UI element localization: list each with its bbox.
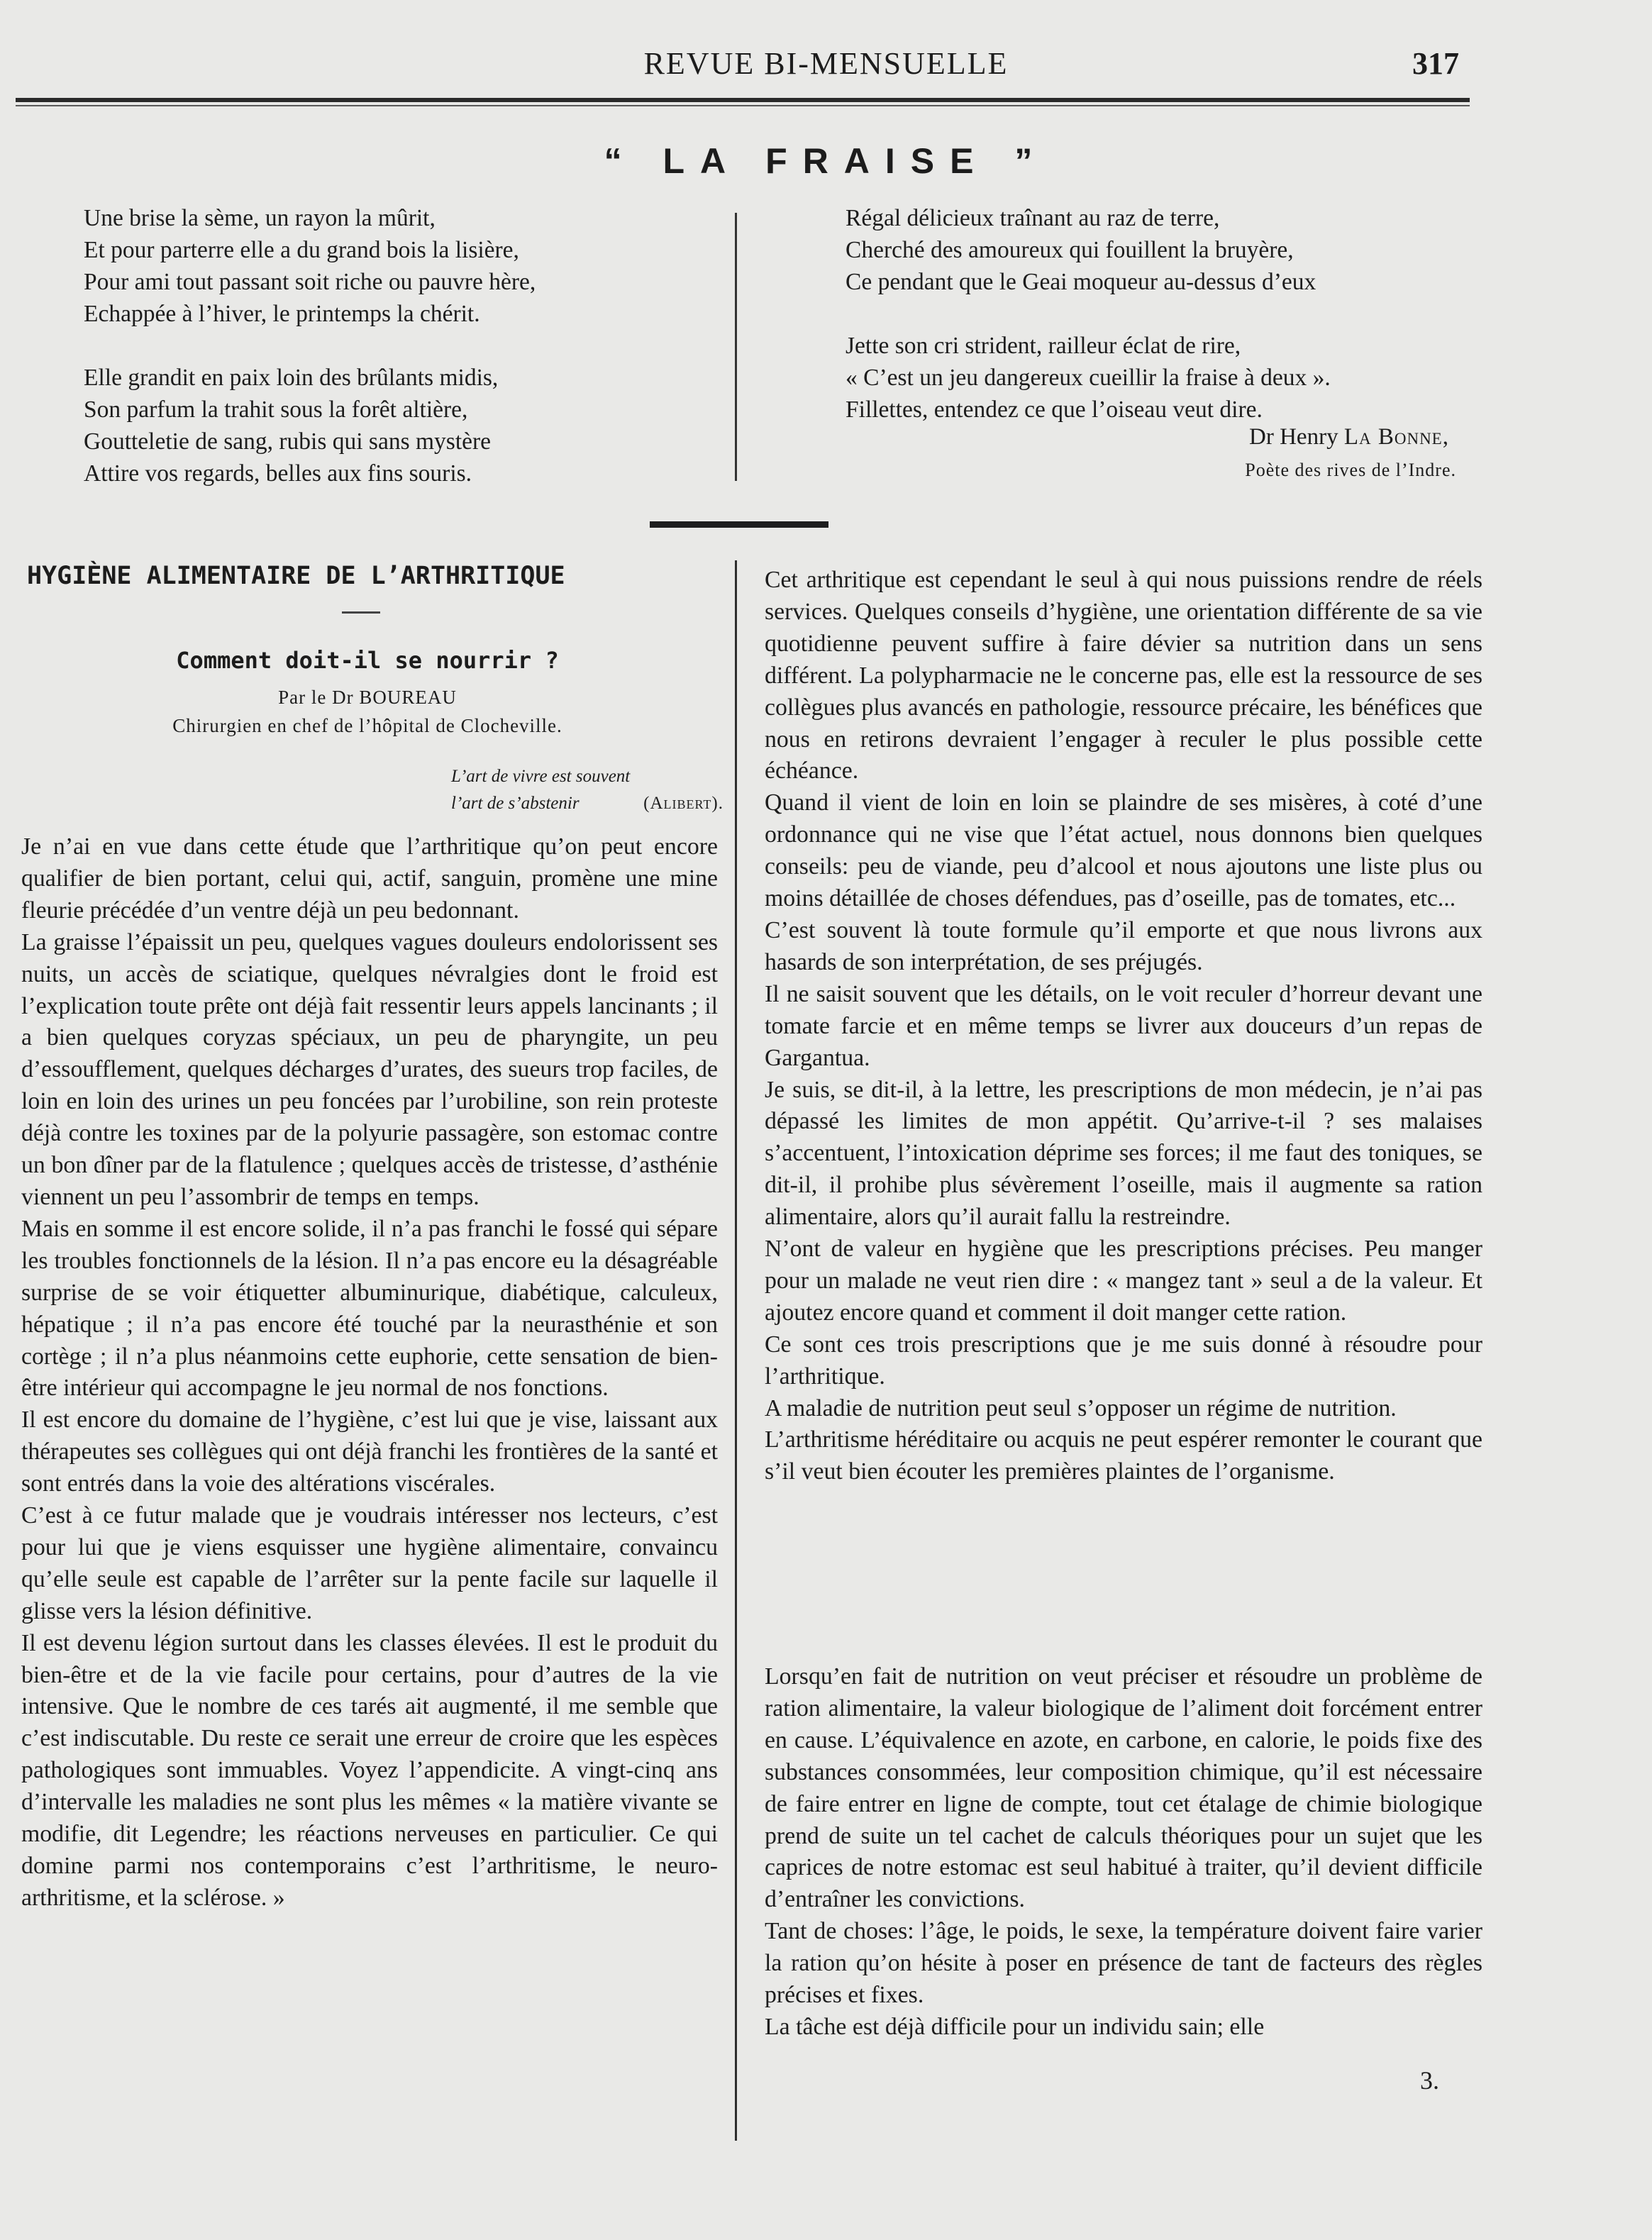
poem-stanza <box>84 202 715 330</box>
header-rule-thin <box>16 105 1470 106</box>
paragraph: C’est souvent là toute formule qu’il emporte et que nous livrons aux hasards de son interprétation, de ses préjugés. <box>765 916 1482 975</box>
article-right-column-top <box>765 565 1482 1488</box>
paragraph: Je n’ai en vue dans cette étude que l’arthritique qu’on peut encore qualifier de bien portant, celui qui, actif, sanguin, promène une mine fleurie précédée d’un ventre déjà un peu bedonnant. <box>21 833 718 924</box>
article-left-column <box>21 831 718 1914</box>
poem-line: Son parfum la trahit sous la forêt altière, <box>84 397 468 423</box>
poem-line: Cherché des amoureux qui fouillent la bruyère, <box>846 237 1294 263</box>
article-author: Par le Dr BOUREAU <box>278 687 457 708</box>
poem-left-column <box>84 202 715 521</box>
epigraph-attribution: (Alibert). <box>643 794 724 813</box>
epigraph <box>440 763 724 817</box>
epigraph-line-row <box>440 790 724 817</box>
paragraph: Il ne saisit souvent que les détails, on le voit reculer d’horreur devant une tomate farcie et en même temps se livrer aux douceurs d’un repas de Gargantua. <box>765 980 1482 1071</box>
poem-line: Elle grandit en paix loin des brûlants midis, <box>84 365 499 391</box>
paragraph: C’est à ce futur malade que je voudrais intéresser nos lecteurs, c’est pour lui que je viens esquisser une hygiène alimentaire, convaincu qu’elle seule est capable de l’arrêter sur la pente facile sur laquelle il glisse vers la lésion définitive. <box>21 1502 718 1624</box>
paragraph: Tant de choses: l’âge, le poids, le sexe, la température doivent faire varier la ration qu’on hésite à poser en présence de tant de facteurs des règles précises et fixes. <box>765 1918 1482 2009</box>
poem-line: Attire vos regards, belles aux fins souris. <box>84 460 472 487</box>
paragraph: Cet arthritique est cependant le seul à qui nous puissions rendre de réels services. Quelques conseils d’hygiène, une orientation différente de sa vie quotidienne peuvent suffire à faire dévier sa nutrition dans un sens différent. La polypharmacie ne le concerne pas, elle est la ressource de ses collègues plus avancés en pathologie, ressource précaire, les bénéfices que nous en retirons devraient l’engager à reculer le plus possible cette échéance. <box>765 567 1482 784</box>
poem-line: Goutteletie de sang, rubis qui sans mystère <box>84 428 492 455</box>
paragraph: Je suis, se dit-il, à la lettre, les prescriptions de mon médecin, je n’ai pas dépassé les limites de mon appétit. Qu’arrive-t-il ? ses malaises s’accentuent, l’intoxication déprime ses forces; il me faut des toniques, se dit-il, il prohibe plus sévèrement l’oseille, mais il augmente sa ration alimentaire, alors qu’il aurait fallu la restreindre. <box>765 1076 1482 1231</box>
poem-line: Une brise la sème, un rayon la mûrit, <box>84 205 436 231</box>
article-author-affiliation: Chirurgien en chef de l’hôpital de Clocheville. <box>172 715 562 736</box>
title-rule <box>342 611 380 614</box>
signature-mark: 3. <box>1420 2066 1439 2095</box>
poem-affiliation: Poète des rives de l’Indre. <box>1245 460 1456 480</box>
epigraph-line: L’art de vivre est souvent <box>451 767 631 786</box>
poem-stanza <box>846 330 1498 426</box>
poem-signature <box>1249 424 1449 450</box>
page-number: 317 <box>1412 46 1459 81</box>
section-rule <box>650 521 828 528</box>
poem-column-divider <box>735 213 737 481</box>
poem-line: Régal délicieux traînant au raz de terre, <box>846 205 1220 231</box>
column-divider <box>735 560 737 2141</box>
signature-name: La Bonne, <box>1343 424 1449 450</box>
paragraph: La tâche est déjà difficile pour un individu sain; elle <box>765 2013 1265 2040</box>
poem-line: Jette son cri strident, railleur éclat de rire, <box>846 333 1241 359</box>
poem-line: Et pour parterre elle a du grand bois la lisière, <box>84 237 519 263</box>
paragraph: Il est encore du domaine de l’hygiène, c’est lui que je vise, laissant aux thérapeutes ses collègues qui ont déjà franchi les frontières de la santé et sont entrés dans la voie des altérations viscérales. <box>21 1407 718 1497</box>
poem-line: Pour ami tout passant soit riche ou pauvre hère, <box>84 269 536 295</box>
article-subtitle: Comment doit-il se nourrir ? <box>176 647 559 674</box>
signature-prefix: Dr Henry <box>1249 424 1344 450</box>
header-rule <box>16 98 1470 102</box>
poem-right-column <box>846 202 1498 458</box>
poem-line: Echappée à l’hiver, le printemps la chérit. <box>84 301 480 327</box>
paragraph: Quand il vient de loin en loin se plaindre de ses misères, à coté d’une ordonnance qui ne vise que l’état actuel, nous donnons bien quelques conseils: peu de viande, peu d’alcool et nous ajoutons une liste plus ou moins détaillée de choses défendues, pas d’oseille, pas de tomates, etc... <box>765 789 1482 912</box>
paragraph: Il est devenu légion surtout dans les classes élevées. Il est le produit du bien-être et de la vie facile pour certains, pour d’autres de la vie intensive. Que le nombre de ces tarés ait augmenté, il me semble que c’est indiscutable. Du reste ce serait une erreur de croire que les espèces pathologiques sont immuables. Voyez l’appendicite. A vingt-cinq ans d’intervalle les maladies ne sont plus les mêmes « la matière vivante se modifie, dit Legendre; les réactions nerveuses en particulier. Ce qui domine parmi nos contemporains c’est l’arthritisme, le neuro-arthritisme, et la sclérose. » <box>21 1629 718 1911</box>
poem-line: Fillettes, entendez ce que l’oiseau veut dire. <box>846 397 1263 423</box>
paragraph: Ce sont ces trois prescriptions que je me suis donné à résoudre pour l’arthritique. <box>765 1331 1482 1390</box>
poem-title: “ LA FRAISE ” <box>604 141 1048 181</box>
paragraph: Mais en somme il est encore solide, il n’a pas franchi le fossé qui sépare les troubles fonctionnels de la lésion. Il n’a pas encore eu la désagréable surprise de se voir étiquetter albuminurique, diabétique, calculeux, hépatique ; il n’a pas encore été touché par la neurasthénie et son cortège ; il n’a plus néanmoins cette euphorie, cette sensation de bien-être intérieur qui accompagne le jeu normal de nos fonctions. <box>21 1215 718 1402</box>
running-title: REVUE BI-MENSUELLE <box>643 46 1009 81</box>
paragraph: Lorsqu’en fait de nutrition on veut préciser et résoudre un problème de ration alimentaire, la valeur biologique de l’aliment doit forcément entrer en cause. L’équivalence en azote, en carbone, en calorie, le poids fixe des substances consommées, leur composition chimique, qu’il est nécessaire de faire entrer en ligne de compte, tout cet étalage de chimie biologique prend de suite un tel cachet de calculs théoriques pour un sujet que les caprices de notre estomac est seul habitué à traiter, qu’il devient difficile d’entraîner les convictions. <box>765 1663 1482 1913</box>
paragraph: N’ont de valeur en hygiène que les prescriptions précises. Peu manger pour un malade ne veut rien dire : « mangez tant » seul a de la valeur. Et ajoutez encore quand et comment il doit manger cette ration. <box>765 1236 1482 1326</box>
paragraph: La graisse l’épaissit un peu, quelques vagues douleurs endolorissent ses nuits, un accès de sciatique, quelques névralgies dont le froid est l’explication toute prête ont déjà fait ressentir leurs appels lancinants ; il a bien quelques coryzas spéciaux, un peu de pharyngite, un peu d’essoufflement, quelques décharges d’urates, des sueurs trop faciles, de loin en loin des urines un peu foncées par l’urobiline, son rein proteste déjà contre les toxines par de la polyurie passagère, son estomac contre un bon dîner par de la flatulence ; quelques accès de tristesse, d’asthénie viennent un peu l’assombrir de temps en temps. <box>21 928 718 1210</box>
poem-stanza <box>84 362 715 489</box>
poem-line: « C’est un jeu dangereux cueillir la fraise à deux ». <box>846 365 1331 391</box>
paragraph: A maladie de nutrition peut seul s’opposer un régime de nutrition. <box>765 1395 1397 1421</box>
poem-stanza <box>846 202 1498 298</box>
article-right-column-bottom <box>765 1661 1482 2044</box>
poem-line: Ce pendant que le Geai moqueur au-dessus d’eux <box>846 269 1316 295</box>
epigraph-line: l’art de s’abstenir <box>451 794 580 813</box>
article-title: HYGIÈNE ALIMENTAIRE DE L’ARTHRITIQUE <box>27 562 565 590</box>
paragraph: L’arthritisme héréditaire ou acquis ne peut espérer remonter le courant que s’il veut bien écouter les premières plaintes de l’organisme. <box>765 1426 1482 1485</box>
